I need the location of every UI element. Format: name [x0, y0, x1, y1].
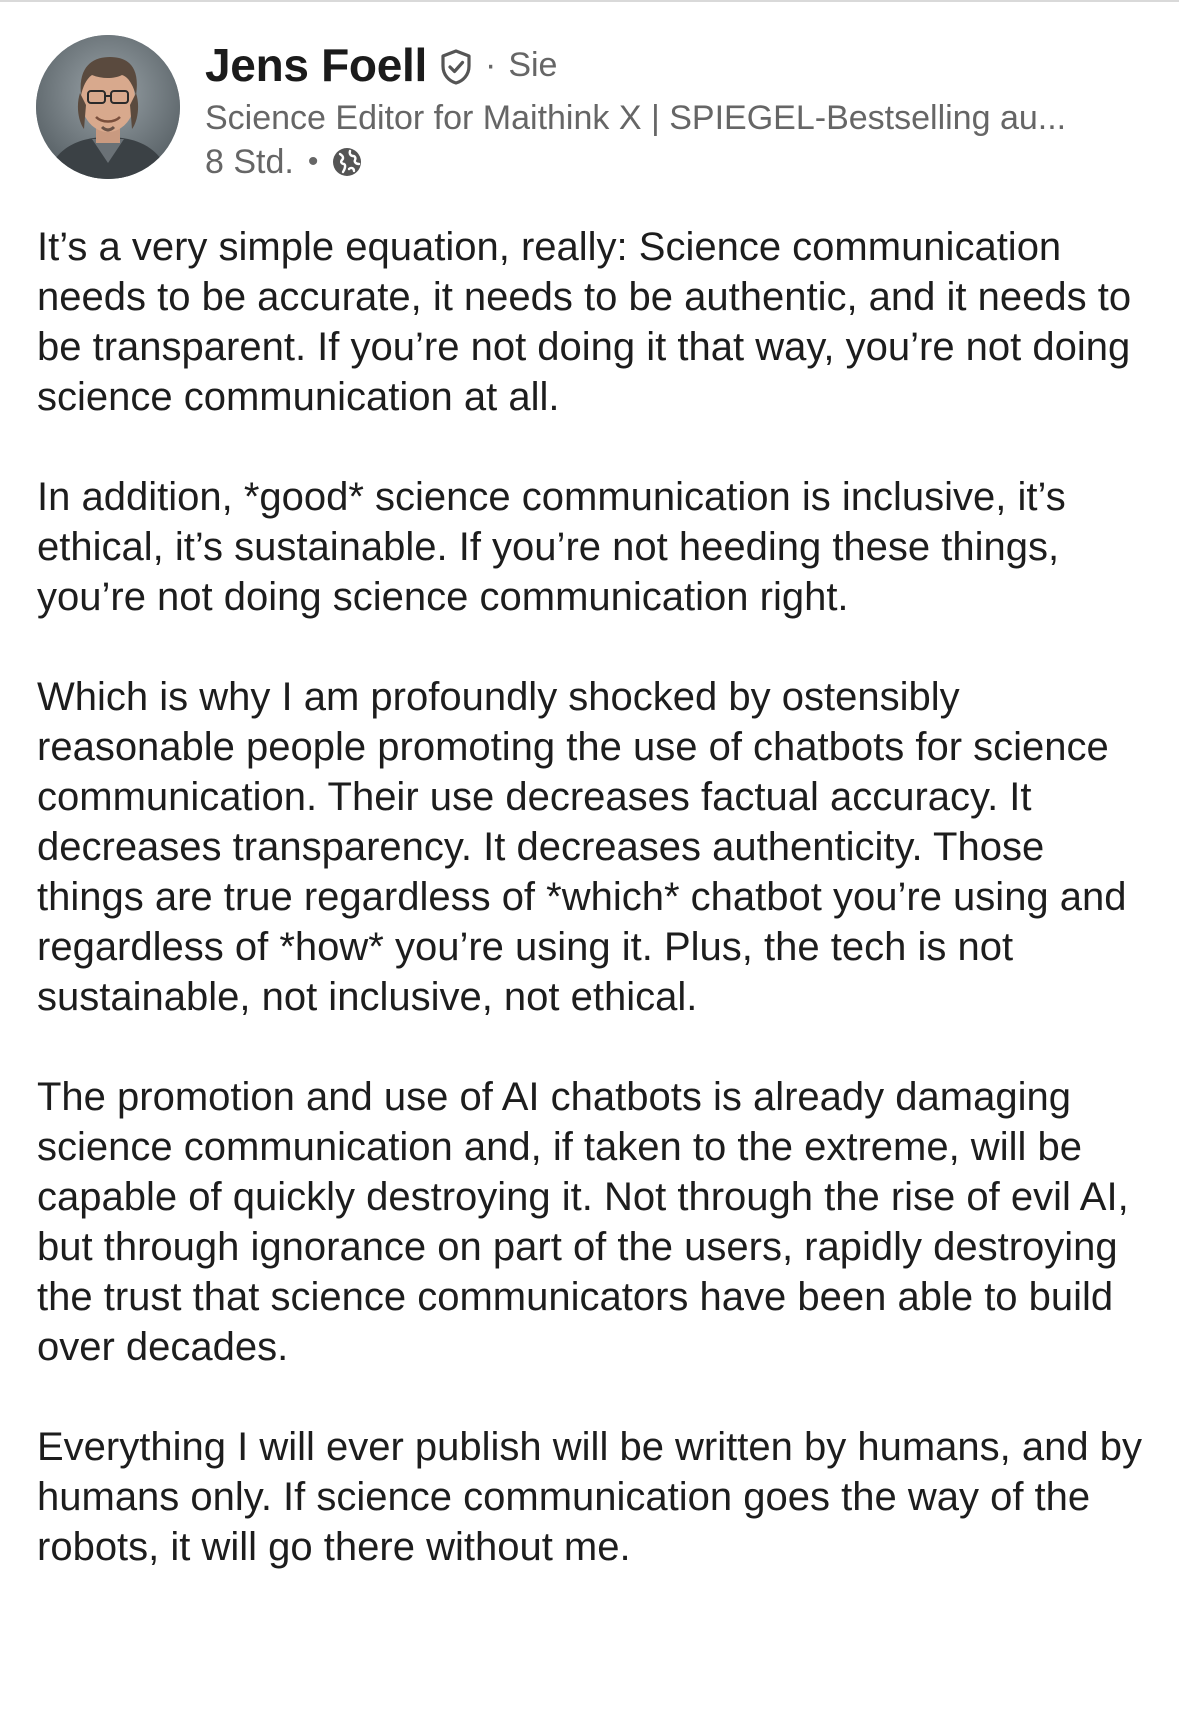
post-header [205, 36, 1155, 184]
author-name[interactable]: Jens Foell [205, 39, 427, 91]
author-name-line [205, 36, 1155, 94]
author-headline: Science Editor for Maithink X | SPIEGEL-Bestselling au... [205, 99, 1067, 137]
post-timestamp: 8 Std. [205, 142, 294, 181]
shield-check-icon [439, 48, 473, 86]
separator-dot: · [484, 46, 497, 84]
post-body [37, 222, 1157, 1622]
author-avatar[interactable] [36, 35, 180, 179]
post-paragraph: Which is why I am profoundly shocked by ostensibly reasonable people promoting the use of chatbots for science communication. Their use decreases factual accuracy. It decreases transparency. It decreases authenticity. Those things are true regardless of *which* chatbot you’re using and regardless of *how* you’re using it. Plus, the tech is not sustainable, not inclusive, not ethical. [37, 675, 1127, 1019]
post-paragraph: Everything I will ever publish will be written by humans, and by humans only. If science communication goes the way of the robots, it will go there without me. [37, 1425, 1142, 1569]
post-meta [205, 140, 1155, 184]
connection-degree: Sie [508, 45, 558, 84]
separator-dot: • [307, 145, 319, 178]
post-paragraph: In addition, *good* science communication is inclusive, it’s ethical, it’s sustainable. If you’re not heeding these things, you’re not doing science communication right. [37, 475, 1066, 619]
avatar-photo [36, 35, 180, 179]
globe-icon [330, 145, 364, 179]
post-paragraph: The promotion and use of AI chatbots is already damaging science communication and, if taken to the extreme, will be capable of quickly destroying it. Not through the rise of evil AI, but through ignorance on part of the users, rapidly destroying the trust that science communicators have been able to build over decades. [37, 1075, 1129, 1369]
post-paragraph: It’s a very simple equation, really: Science communication needs to be accurate, it needs to be authentic, and it needs to be transparent. If you’re not doing it that way, you’re not doing science communication at all. [37, 225, 1132, 419]
